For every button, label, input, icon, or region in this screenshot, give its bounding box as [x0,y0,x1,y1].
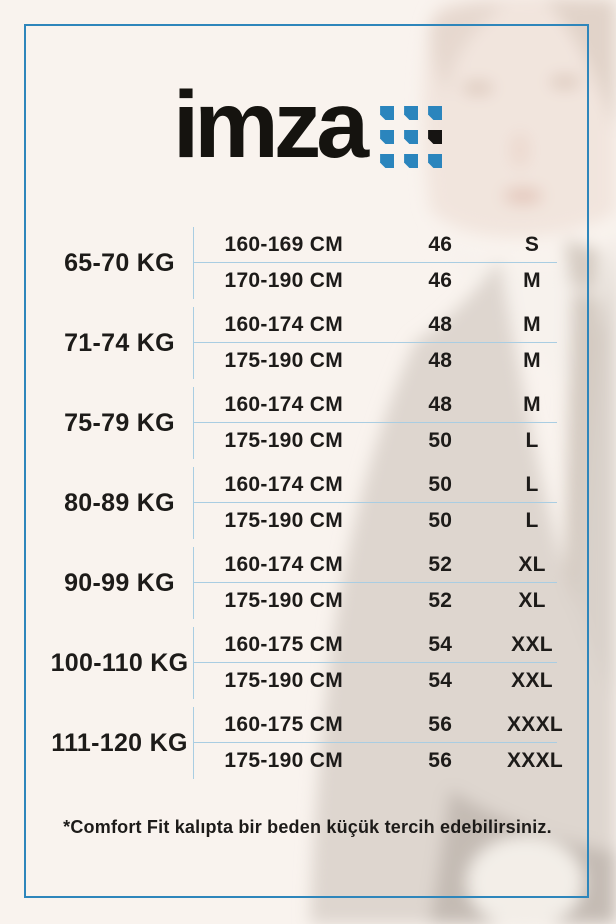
weight-range: 100-110 KG [50,648,189,677]
table-row [194,663,557,699]
table-row [194,707,564,743]
height-range: 160-169 CM [224,232,344,256]
logo-dot [404,154,418,168]
table-row [194,743,564,779]
size-letter: XXL [511,669,553,692]
size-number: 56 [428,749,453,772]
size-letter: L [525,509,539,532]
size-number: 48 [428,312,453,336]
logo-dot [380,130,394,144]
size-letter: XXL [511,632,553,656]
height-range: 175-190 CM [224,669,344,692]
size-number: 46 [428,232,453,256]
height-range: 175-190 CM [224,509,344,532]
height-range: 160-175 CM [224,632,344,656]
height-range: 175-190 CM [224,589,344,612]
weight-range: 65-70 KG [64,248,175,277]
weight-range: 75-79 KG [64,408,175,437]
logo-dot-black [428,130,442,144]
size-letter: XXXL [507,712,564,736]
weight-range: 80-89 KG [64,488,175,517]
table-row [194,307,557,343]
table-row [194,547,557,583]
table-row [194,423,557,459]
logo-dot [428,106,442,120]
size-table-group [26,467,589,539]
group-rows [193,627,557,699]
group-rows [193,227,557,299]
weight-range: 71-74 KG [64,328,175,357]
table-row [194,627,557,663]
size-number: 48 [428,349,453,372]
weight-range: 111-120 KG [51,728,188,757]
size-letter: M [523,269,541,292]
logo-dot [380,154,394,168]
group-rows [193,707,564,779]
size-chart-content [26,26,589,838]
comfort-fit-note: *Comfort Fit kalıpta bir beden küçük tercih edebilirsiniz. [63,817,552,837]
size-number: 50 [428,429,453,452]
size-letter: L [525,472,539,496]
size-table-group [26,707,589,779]
logo-dot [380,106,394,120]
table-row [194,467,557,503]
table-row [194,583,557,619]
weight-range: 90-99 KG [64,568,175,597]
height-range: 175-190 CM [224,349,344,372]
group-rows [193,467,557,539]
size-number: 50 [428,472,453,496]
size-letter: L [525,429,539,452]
size-number: 48 [428,392,453,416]
brand-logo-dots-icon [380,106,442,168]
size-number: 54 [428,669,453,692]
brand-logo-text: imza [172,72,365,178]
height-range: 175-190 CM [224,749,343,772]
size-letter: XXXL [507,749,564,772]
height-range: 160-174 CM [224,312,344,336]
group-rows [193,387,557,459]
group-rows [193,547,557,619]
size-table [26,227,589,779]
height-range: 160-174 CM [224,392,344,416]
size-number: 50 [428,509,453,532]
table-row [194,227,557,263]
size-number: 52 [428,589,453,612]
size-number: 46 [428,269,453,292]
size-number: 56 [428,712,453,736]
logo-dot [404,130,418,144]
table-row [194,343,557,379]
size-table-group [26,387,589,459]
size-letter: XL [518,589,546,612]
size-number: 52 [428,552,453,576]
height-range: 160-174 CM [224,472,344,496]
table-row [194,503,557,539]
brand-logo [26,72,589,178]
group-rows [193,307,557,379]
size-letter: M [523,312,541,336]
height-range: 175-190 CM [224,429,344,452]
size-letter: M [523,392,541,416]
size-table-group [26,627,589,699]
size-letter: M [523,349,541,372]
size-table-group [26,307,589,379]
size-letter: XL [518,552,546,576]
table-row [194,263,557,299]
size-letter: S [524,232,540,256]
height-range: 160-175 CM [224,712,343,736]
size-table-group [26,227,589,299]
height-range: 160-174 CM [224,552,344,576]
logo-dot [428,154,442,168]
height-range: 170-190 CM [224,269,344,292]
table-row [194,387,557,423]
size-table-group [26,547,589,619]
size-number: 54 [428,632,453,656]
logo-dot [404,106,418,120]
